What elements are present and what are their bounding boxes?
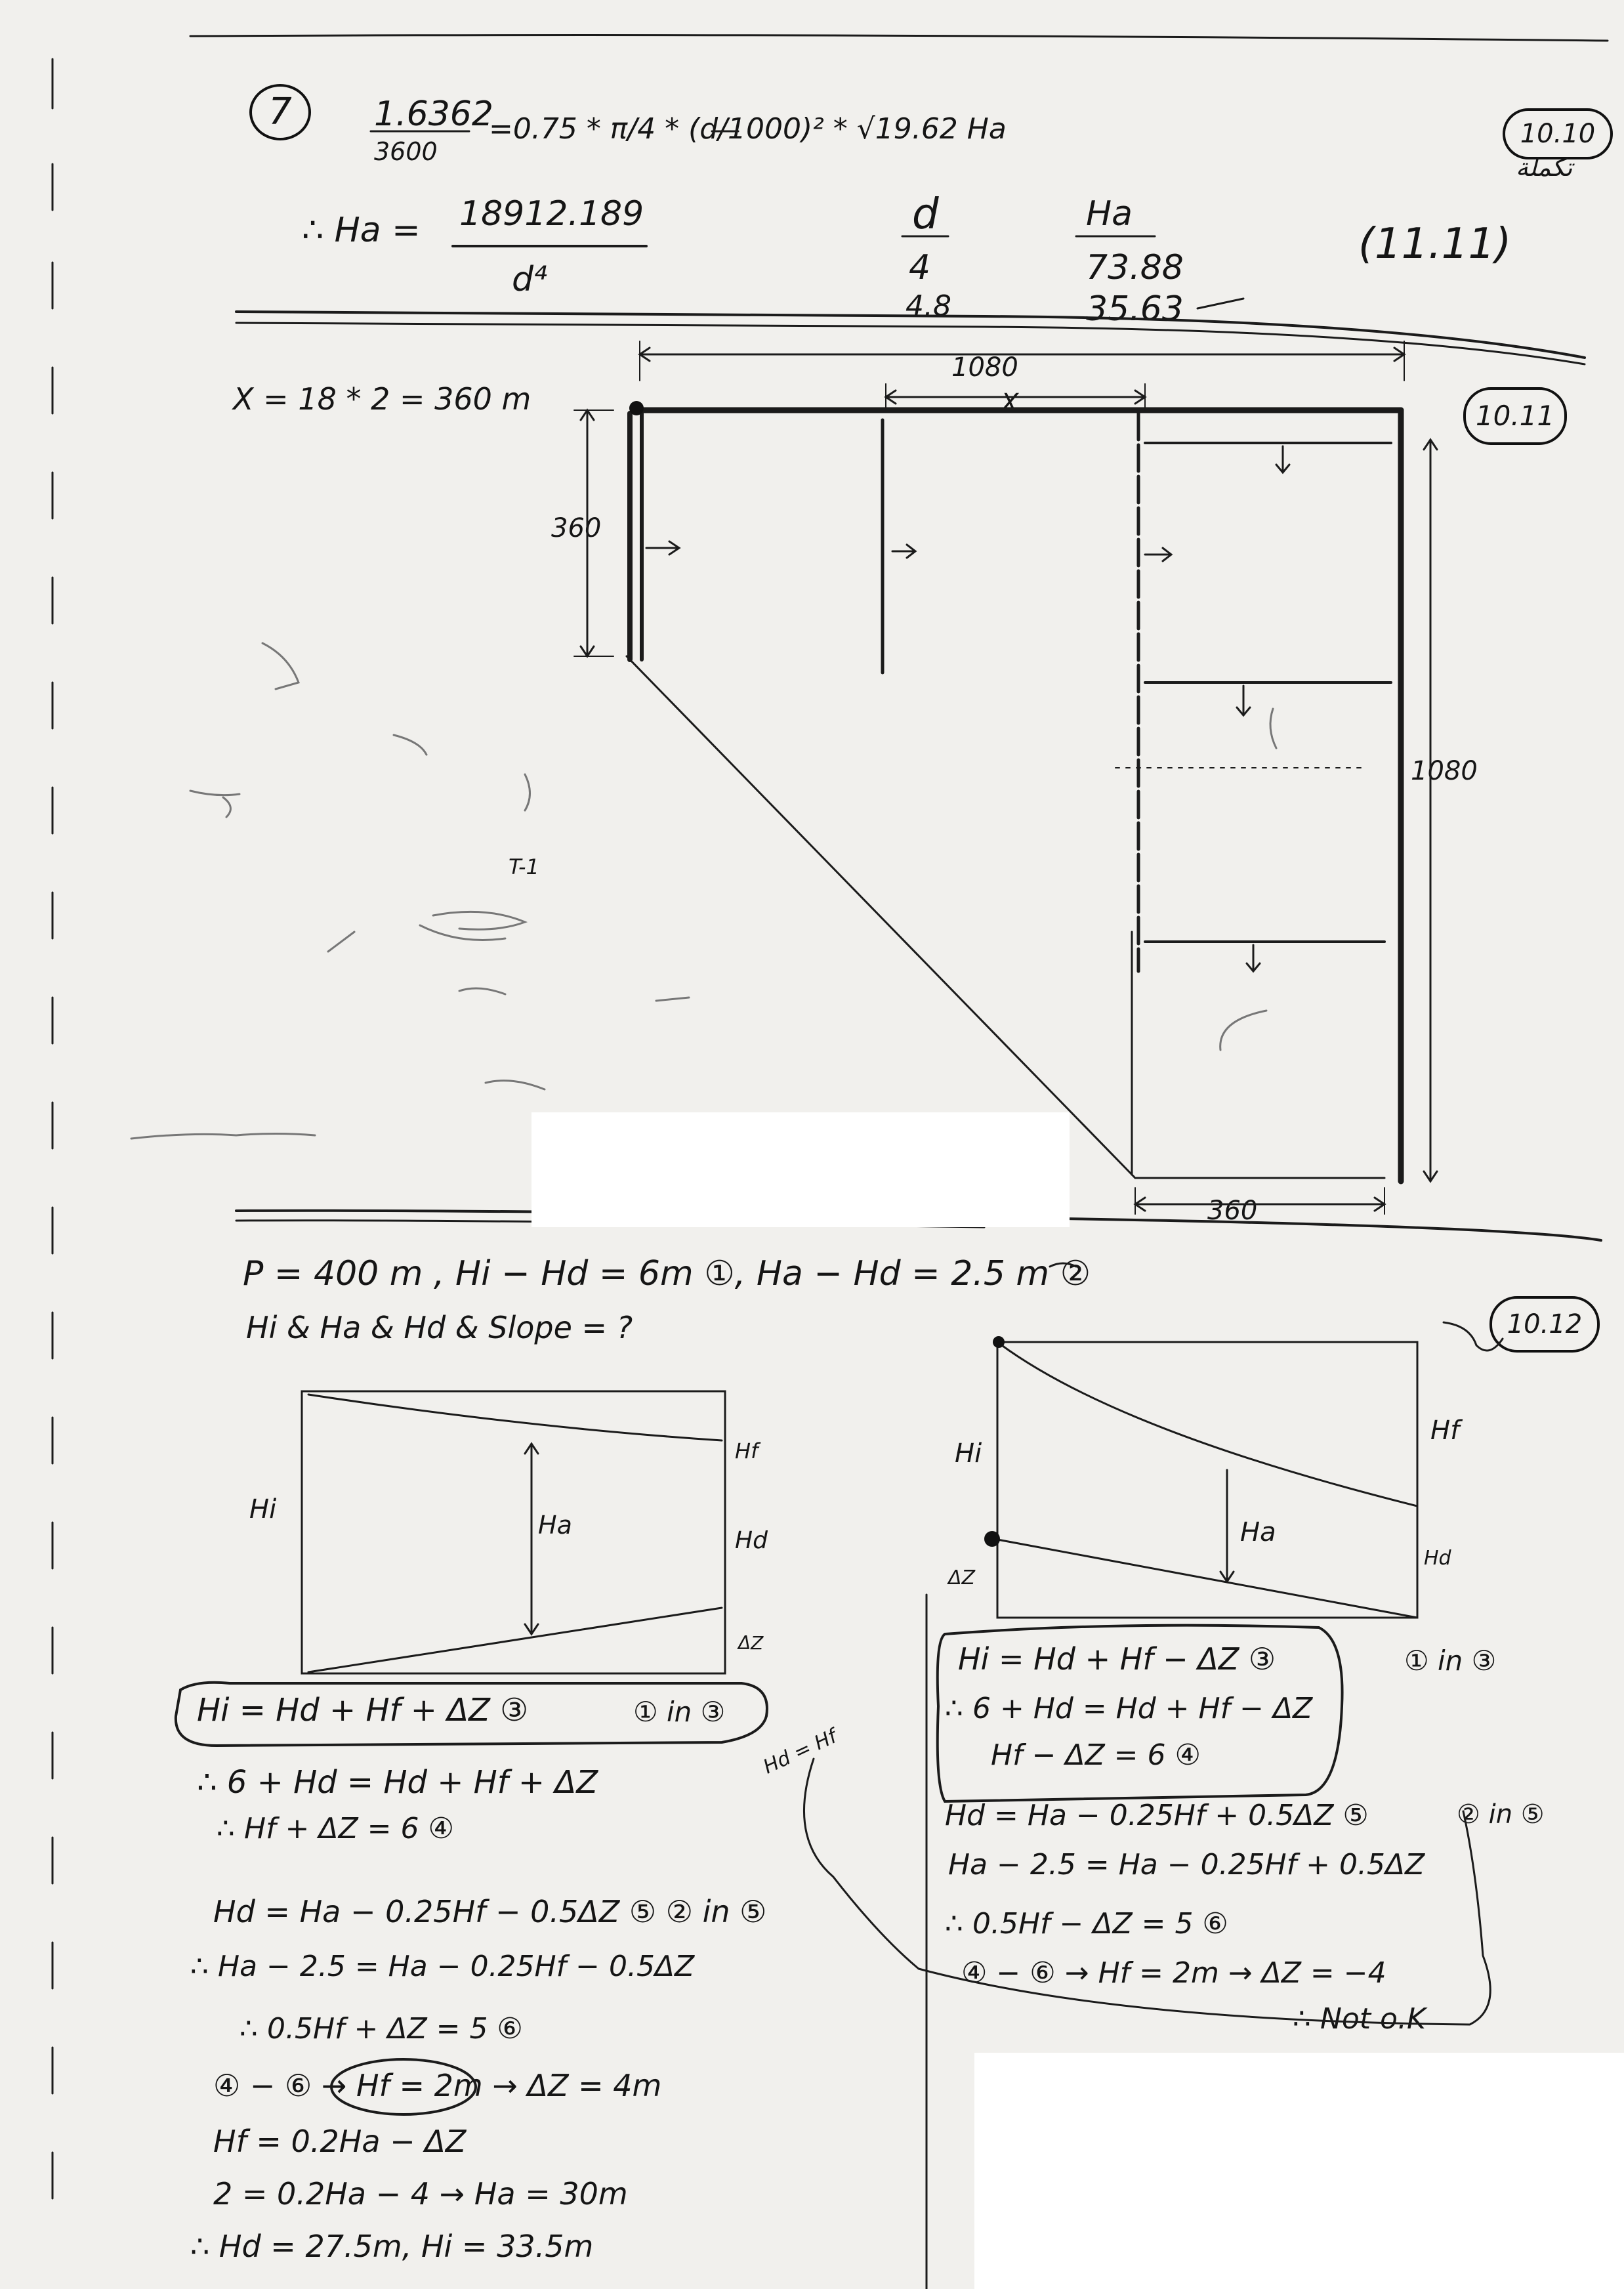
bleed-scribbles bbox=[131, 643, 1276, 1139]
dim-bottom-360: 360 bbox=[1207, 1196, 1258, 1226]
left-line-8: Hf = 0.2Ha − ΔZ bbox=[213, 2124, 467, 2159]
left-diag-hd: Hd bbox=[735, 1527, 768, 1554]
right-line-8: ∴ Not o.K bbox=[1293, 2002, 1426, 2036]
right-eq-3: Hi = Hd + Hf − ΔZ ③ bbox=[958, 1641, 1276, 1677]
divider-1 bbox=[236, 312, 1585, 358]
left-diag-hf: Hf bbox=[735, 1438, 759, 1463]
left-line-6: ∴ 0.5Hf + ΔZ = 5 ⑥ bbox=[239, 2012, 523, 2046]
right-diag-node-top bbox=[993, 1336, 1005, 1348]
problem-number-circle: 7 bbox=[249, 84, 311, 140]
divider-1b bbox=[236, 323, 1585, 364]
scribble-note: T-1 bbox=[509, 854, 539, 879]
right-diag-node-bottom bbox=[984, 1531, 1000, 1547]
right-box bbox=[938, 1626, 1343, 1801]
right-line-5: Ha − 2.5 = Ha − 0.25Hf + 0.5ΔZ bbox=[948, 1848, 1425, 1881]
left-line-7: ④ − ⑥ → Hf = 2m → ΔZ = 4m bbox=[213, 2068, 662, 2103]
right-diag-ha: Ha bbox=[1240, 1517, 1276, 1547]
section-tag-10-11: 10.11 bbox=[1463, 387, 1567, 445]
redaction-box-2 bbox=[974, 2053, 1624, 2289]
table-cell-d-1: 4 bbox=[909, 248, 931, 287]
left-diag-hi: Hi bbox=[249, 1494, 277, 1524]
right-line-4-sub: ② in ⑤ bbox=[1457, 1799, 1545, 1830]
hf-circle bbox=[331, 2059, 476, 2114]
left-diag-dz: ΔZ bbox=[738, 1632, 764, 1654]
table-cell-ha-1: 73.88 bbox=[1086, 248, 1184, 287]
bracket-ref: (11.11) bbox=[1358, 220, 1512, 268]
left-profile-diagram bbox=[302, 1391, 725, 1673]
left-eq-3: Hi = Hd + Hf + ΔZ ③ bbox=[197, 1692, 529, 1729]
eq-lhs-numerator: 1.6362 bbox=[374, 94, 493, 134]
dim-left-360: 360 bbox=[551, 513, 602, 543]
right-diag-hf: Hf bbox=[1430, 1416, 1460, 1446]
pipe-layout bbox=[574, 341, 1437, 1214]
left-box bbox=[176, 1683, 767, 1746]
right-line-7: ④ − ⑥ → Hf = 2m → ΔZ = −4 bbox=[961, 1956, 1386, 1990]
table-header-d: d bbox=[912, 190, 939, 239]
left-line-10: ∴ Hd = 27.5m, Hi = 33.5m bbox=[190, 2229, 594, 2264]
table-cell-ha-2: 35.63 bbox=[1086, 289, 1184, 329]
right-diag-hd: Hd bbox=[1424, 1547, 1451, 1570]
redaction-box-1 bbox=[531, 1112, 1070, 1227]
right-line-3: Hf − ΔZ = 6 ④ bbox=[991, 1738, 1201, 1772]
right-diag-hi: Hi bbox=[955, 1438, 982, 1469]
table-cell-d-2: 4.8 bbox=[906, 289, 951, 323]
x-equation: X = 18 * 2 = 360 m bbox=[233, 381, 531, 417]
given-line-2: Hi & Ha & Hd & Slope = ? bbox=[246, 1310, 633, 1345]
left-eq-3-sub: ① in ③ bbox=[633, 1696, 726, 1728]
section-tag-10-10: 10.10 bbox=[1503, 108, 1613, 159]
left-line-3: ∴ Hf + ΔZ = 6 ④ bbox=[217, 1812, 454, 1845]
ha-denominator: d⁴ bbox=[512, 260, 547, 299]
dim-right-1080: 1080 bbox=[1411, 756, 1478, 786]
pump-node bbox=[629, 401, 644, 415]
eq-rhs: =0.75 * π/4 * (d/1000)² * √19.62 Ha bbox=[489, 112, 1007, 146]
left-line-9: 2 = 0.2Ha − 4 → Ha = 30m bbox=[213, 2176, 628, 2212]
left-line-5: ∴ Ha − 2.5 = Ha − 0.25Hf − 0.5ΔZ bbox=[190, 1950, 695, 1983]
left-line-4: Hd = Ha − 0.25Hf − 0.5ΔZ ⑤ ② in ⑤ bbox=[213, 1894, 767, 1929]
right-diag-dz: ΔZ bbox=[948, 1566, 976, 1589]
top-rule bbox=[190, 35, 1608, 41]
given-slash bbox=[1050, 1263, 1076, 1267]
right-eq-3-sub: ① in ③ bbox=[1404, 1645, 1497, 1677]
arabic-note: تكملة bbox=[1516, 153, 1573, 182]
section-tag-10-12: 10.12 bbox=[1489, 1296, 1600, 1353]
left-diag-ha: Ha bbox=[538, 1511, 572, 1540]
eq-lhs-denominator: 3600 bbox=[374, 137, 438, 166]
arrow-35 bbox=[1197, 299, 1243, 308]
left-line-2: ∴ 6 + Hd = Hd + Hf + ΔZ bbox=[197, 1764, 598, 1801]
table-header-ha: Ha bbox=[1086, 194, 1133, 234]
given-line-1: P = 400 m , Hi − Hd = 6m ①, Ha − Hd = 2.5 m ② bbox=[243, 1254, 1091, 1293]
tag-pointer bbox=[1444, 1322, 1503, 1351]
right-profile-diagram bbox=[994, 1342, 1417, 1618]
ha-label: ∴ Ha = bbox=[302, 211, 421, 250]
right-line-6: ∴ 0.5Hf − ΔZ = 5 ⑥ bbox=[945, 1907, 1228, 1941]
ha-numerator: 18912.189 bbox=[459, 194, 644, 234]
side-note: Hd = Hf bbox=[759, 1725, 841, 1779]
dim-top-1080: 1080 bbox=[951, 352, 1018, 383]
dim-x: X bbox=[1001, 388, 1019, 419]
right-line-2: ∴ 6 + Hd = Hd + Hf − ΔZ bbox=[945, 1692, 1313, 1725]
diag-edge bbox=[627, 656, 1135, 1178]
right-line-4: Hd = Ha − 0.25Hf + 0.5ΔZ ⑤ bbox=[945, 1799, 1369, 1832]
